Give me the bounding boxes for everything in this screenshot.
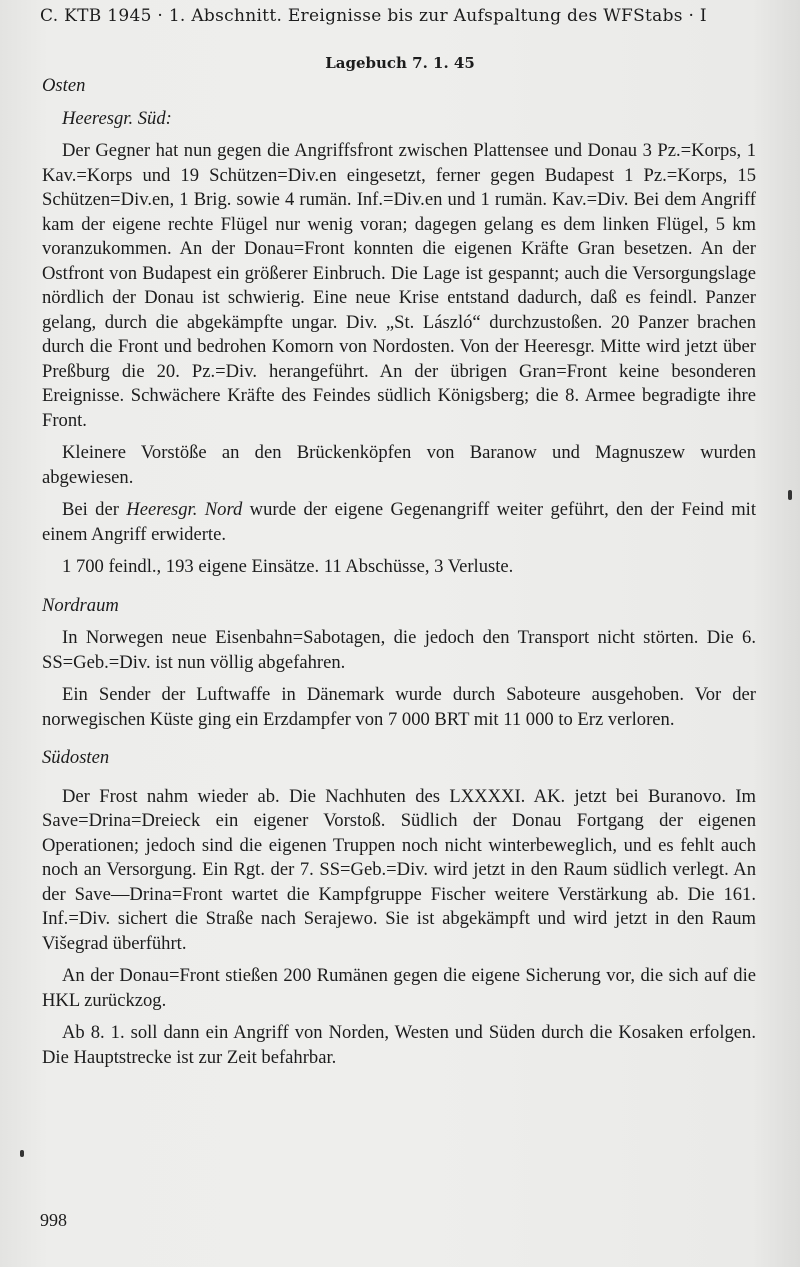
section-title-osten: Osten <box>42 75 86 96</box>
paragraph-suedosten-1: Der Frost nahm wieder ab. Die Nachhuten des LXXXXI. AK. jetzt bei Buranovo. Im Save=Drina=Dreieck ein eigener Vorstoß. Südlich der Donau Fortgang der eigenen Operationen; jedoch sind die eigenen Truppen noch nicht winterbeweglich, und es fehlt auch noch an Versorgung. Ein Rgt. der 7. SS=Geb.=Div. wird jetzt in den Raum südlich verlegt. An der Save—Drina=Front wartet die Kampfgruppe Fischer weitere Verstärkung ab. Die 161. Inf.=Div. sichert die Straße nach Serajewo. Sie ist abgekämpft und wird jetzt in den Raum Višegrad überführt. <box>42 785 756 954</box>
paragraph-osten-3-suffix: wurde der eigene Gegenangriff weiter geführt, den der Feind mit einem Angriff erwiderte. <box>42 499 756 545</box>
paragraph-nordraum-1: In Norwegen neue Eisenbahn=Sabotagen, die jedoch den Transport nicht störten. Die 6. SS=Geb.=Div. ist nun völlig abgefahren. <box>42 627 756 673</box>
document-body <box>42 74 756 1070</box>
paragraph-osten-4: 1 700 feindl., 193 eigene Einsätze. 11 Abschüsse, 3 Verluste. <box>62 556 514 577</box>
paragraph-osten-1: Der Gegner hat nun gegen die Angriffsfront zwischen Plattensee und Donau 3 Pz.=Korps, 1 Kav.=Korps und 19 Schützen=Div.en eingesetzt, ferner gegen Budapest 1 Pz.=Korps, 15 Schützen=Div.en, 1 Brig. sowie 4 rumän. Inf.=Div.en und 1 rumän. Kav.=Div. Bei dem Angriff kam der eigene rechte Flügel nur wenig voran; dagegen gelang es dem linken Flügel, 5 km voranzukommen. An der Donau=Front konnten die eigenen Kräfte Gran besetzen. An der Ostfront von Budapest ein größerer Einbruch. Die Lage ist gespannt; auch die Versorgungslage nördlich der Donau ist schwierig. Eine neue Krise entstand dadurch, daß es feindl. Panzer gelang, durch die abgekämpfte ungar. Div. „St. László“ durchzustoßen. 20 Panzer brachen durch die Front und bedrohen Komorn von Nordosten. Von der Heeresgr. Mitte wird jetzt über Preßburg die 20. Pz.=Div. herangeführt. An der übrigen Gran=Front keine besonderen Ereignisse. Schwächere Kräfte des Feindes südlich Königsberg; die 8. Armee begradigte ihre Front. <box>42 140 756 431</box>
margin-mark <box>788 490 792 500</box>
paragraph-osten-2: Kleinere Vorstöße an den Brückenköpfen von Baranow und Magnuszew wurden abgewiesen. <box>42 442 756 488</box>
section-title-suedosten: Südosten <box>42 747 110 768</box>
page-number: 998 <box>40 1210 67 1230</box>
paragraph-osten-3 <box>42 498 756 547</box>
paragraph-osten-3-prefix: Bei der <box>62 499 127 520</box>
paragraph-suedosten-2: An der Donau=Front stießen 200 Rumänen gegen die eigene Sicherung vor, die sich auf die HKL zurückzog. <box>42 965 756 1011</box>
subsection-title-heeresgr-sued: Heeresgr. Süd: <box>62 107 172 129</box>
margin-dot <box>20 1150 24 1157</box>
section-title-nordraum: Nordraum <box>42 594 119 616</box>
paragraph-nordraum-2: Ein Sender der Luftwaffe in Dänemark wurde durch Saboteure ausgehoben. Vor der norwegischen Küste ging ein Erzdampfer von 7 000 BRT mit 11 000 to Erz verloren. <box>42 684 756 730</box>
paragraph-suedosten-3: Ab 8. 1. soll dann ein Angriff von Norden, Westen und Süden durch die Kosaken erfolgen. Die Hauptstrecke ist zur Zeit befahrbar. <box>42 1022 756 1068</box>
log-title: Lagebuch 7. 1. 45 <box>325 54 475 72</box>
paragraph-osten-3-italic: Heeresgr. Nord <box>126 499 243 520</box>
running-head: C. KTB 1945 · 1. Abschnitt. Ereignisse bis zur Aufspaltung des WFStabs · I <box>40 6 707 26</box>
